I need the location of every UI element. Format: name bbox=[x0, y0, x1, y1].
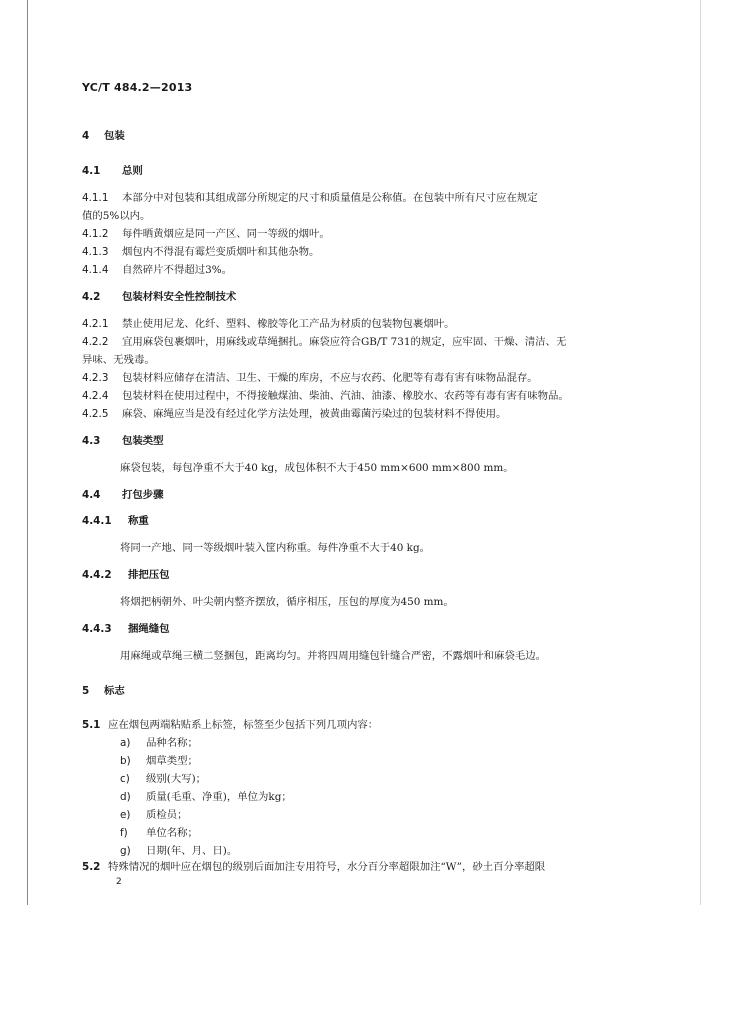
clause-4-3-text: 麻袋包装，每包净重不大于40 kg，成包体积不大于450 mm×600 mm×800 mm。 bbox=[120, 462, 514, 474]
clause-4-1-3: 4.1.3 烟包内不得混有霉烂变质烟叶和其他杂物。 bbox=[82, 246, 320, 258]
clause-4-1-4: 4.1.4 自然碎片不得超过3%。 bbox=[82, 264, 232, 276]
section-4-1-heading: 4.1 总则 bbox=[82, 165, 143, 177]
clause-4-2-5: 4.2.5 麻袋、麻绳应当是没有经过化学方法处理，被黄曲霉菌污染过的包装材料不得使用。 bbox=[82, 408, 507, 420]
clause-4-2-3: 4.2.3 包装材料应储存在清洁、卫生、干燥的库房，不应与农药、化肥等有毒有害有味物品混存。 bbox=[82, 372, 538, 384]
clause-4-2-2-line2: 异味、无残毒。 bbox=[82, 354, 155, 366]
list-item: g) 日期(年、月、日)。 bbox=[120, 845, 238, 857]
clause-4-4-2-text: 将烟把柄朝外、叶尖朝内整齐摆放，循序相压，压包的厚度为450 mm。 bbox=[120, 596, 454, 608]
clause-5-2: 5.2 特殊情况的烟叶应在烟包的级别后面加注专用符号，水分百分率超限加注“W”，砂土百分率超限 bbox=[82, 861, 546, 873]
section-4-4-heading: 4.4 打包步骤 bbox=[82, 489, 164, 501]
section-4-4-3-heading: 4.4.3 捆绳缝包 bbox=[82, 623, 170, 635]
clause-4-2-2-line1: 4.2.2 宜用麻袋包裹烟叶，用麻线或草绳捆扎。麻袋应符合GB/T 731的规定，应牢固、干燥、清洁、无 bbox=[82, 336, 567, 348]
list-item: f) 单位名称； bbox=[120, 827, 198, 839]
section-4-heading: 4 包装 bbox=[82, 130, 125, 142]
clause-4-1-1-line2: 值的5%以内。 bbox=[82, 210, 151, 222]
page-number: 2 bbox=[116, 877, 122, 887]
section-4-2-heading: 4.2 包装材料安全性控制技术 bbox=[82, 291, 237, 303]
section-4-3-heading: 4.3 包装类型 bbox=[82, 435, 164, 447]
section-5-heading: 5 标志 bbox=[82, 685, 125, 697]
page-left-border bbox=[27, 0, 28, 905]
list-item: b) 烟草类型； bbox=[120, 755, 198, 767]
clause-4-4-3-text: 用麻绳或草绳三横二竖捆包，距离均匀。并将四周用缝包针缝合严密，不露烟叶和麻袋毛边。 bbox=[120, 650, 547, 662]
list-item: a) 品种名称； bbox=[120, 737, 198, 749]
list-item: e) 质检员； bbox=[120, 809, 188, 821]
list-item: d) 质量(毛重、净重)，单位为kg； bbox=[120, 791, 292, 803]
clause-4-1-2: 4.1.2 每件晒黄烟应是同一产区、同一等级的烟叶。 bbox=[82, 228, 330, 240]
clause-5-1: 5.1 应在烟包两端粘贴系上标签，标签至少包括下列几项内容： bbox=[82, 719, 379, 731]
clause-4-2-1: 4.2.1 禁止使用尼龙、化纤、塑料、橡胶等化工产品为材质的包装物包裹烟叶。 bbox=[82, 318, 455, 330]
section-4-4-2-heading: 4.4.2 排把压包 bbox=[82, 569, 170, 581]
list-item: c) 级别(大写)； bbox=[120, 773, 207, 785]
clause-4-4-1-text: 将同一产地、同一等级烟叶装入筐内称重。每件净重不大于40 kg。 bbox=[120, 542, 431, 554]
page-right-border bbox=[700, 0, 701, 905]
section-4-4-1-heading: 4.4.1 称重 bbox=[82, 515, 149, 527]
clause-4-1-1-line1: 4.1.1 本部分中对包装和其组成部分所规定的尺寸和质量值是公称值。在包装中所有尺寸应在规定 bbox=[82, 192, 538, 204]
clause-4-2-4: 4.2.4 包装材料在使用过程中，不得接触煤油、柴油、汽油、油漆、橡胶水、农药等有毒有害有味物品。 bbox=[82, 390, 569, 402]
document-id: YC/T 484.2—2013 bbox=[82, 81, 193, 94]
